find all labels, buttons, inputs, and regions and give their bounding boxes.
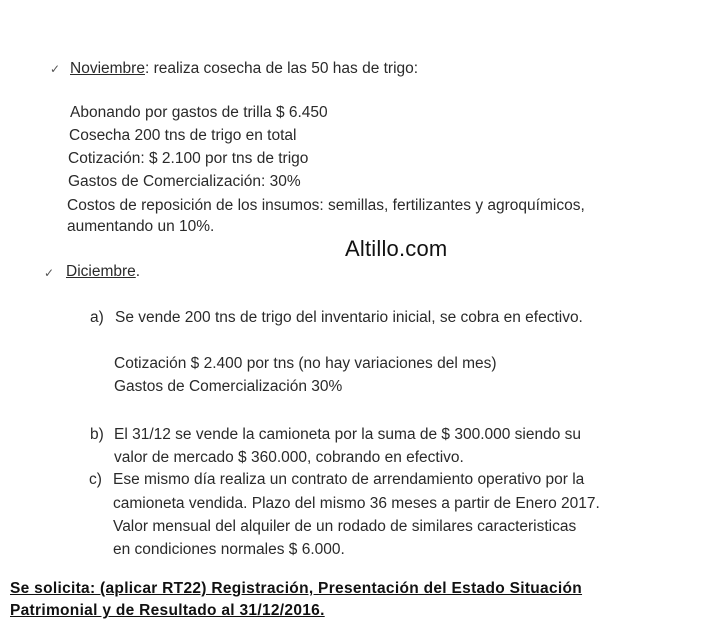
item-c-line-2: camioneta vendida. Plazo del mismo 36 meses a partir de Enero 2017.	[113, 495, 600, 512]
item-a-text: Se vende 200 tns de trigo del inventario inicial, se cobra en efectivo.	[115, 309, 583, 326]
noviembre-heading	[70, 59, 418, 79]
item-c-marker: c)	[89, 471, 102, 488]
noviembre-line-1: Abonando por gastos de trilla $ 6.450	[70, 104, 328, 121]
solicita-line-1: Se solicita: (aplicar RT22) Registración, Presentación del Estado Situación	[10, 580, 583, 597]
diciembre-label: Diciembre	[66, 263, 136, 280]
item-b-line-2: valor de mercado $ 360.000, cobrando en efectivo.	[114, 449, 464, 466]
checkmark-icon: ✓	[44, 266, 55, 280]
item-a-sub-line-1: Cotización $ 2.400 por tns (no hay variaciones del mes)	[114, 355, 497, 372]
item-b-marker: b)	[90, 426, 104, 443]
item-a-sub-line-2: Gastos de Comercialización 30%	[114, 378, 343, 395]
item-c-line-1: Ese mismo día realiza un contrato de arrendamiento operativo por la	[113, 471, 585, 488]
noviembre-heading-text: : realiza cosecha de las 50 has de trigo:	[144, 60, 419, 77]
item-c-line-3: Valor mensual del alquiler de un rodado de similares caracteristicas	[113, 518, 577, 535]
item-a-marker: a)	[90, 309, 104, 326]
checkmark-icon: ✓	[50, 62, 61, 76]
watermark-text: Altillo.com	[345, 236, 448, 261]
noviembre-line-4: Gastos de Comercialización: 30%	[68, 173, 301, 190]
noviembre-line-6: aumentando un 10%.	[67, 218, 215, 235]
noviembre-label: Noviembre	[70, 60, 145, 77]
noviembre-line-5: Costos de reposición de los insumos: semillas, fertilizantes y agroquímicos,	[67, 197, 585, 214]
diciembre-heading-text: .	[135, 263, 141, 280]
diciembre-heading	[66, 262, 140, 282]
item-b-line-1: El 31/12 se vende la camioneta por la suma de $ 300.000 siendo su	[114, 426, 582, 443]
solicita-line-2: Patrimonial y de Resultado al 31/12/2016.	[10, 602, 325, 619]
noviembre-line-2: Cosecha 200 tns de trigo en total	[69, 127, 297, 144]
item-c-line-4: en condiciones normales $ 6.000.	[113, 541, 345, 558]
noviembre-line-3: Cotización: $ 2.100 por tns de trigo	[68, 150, 309, 167]
